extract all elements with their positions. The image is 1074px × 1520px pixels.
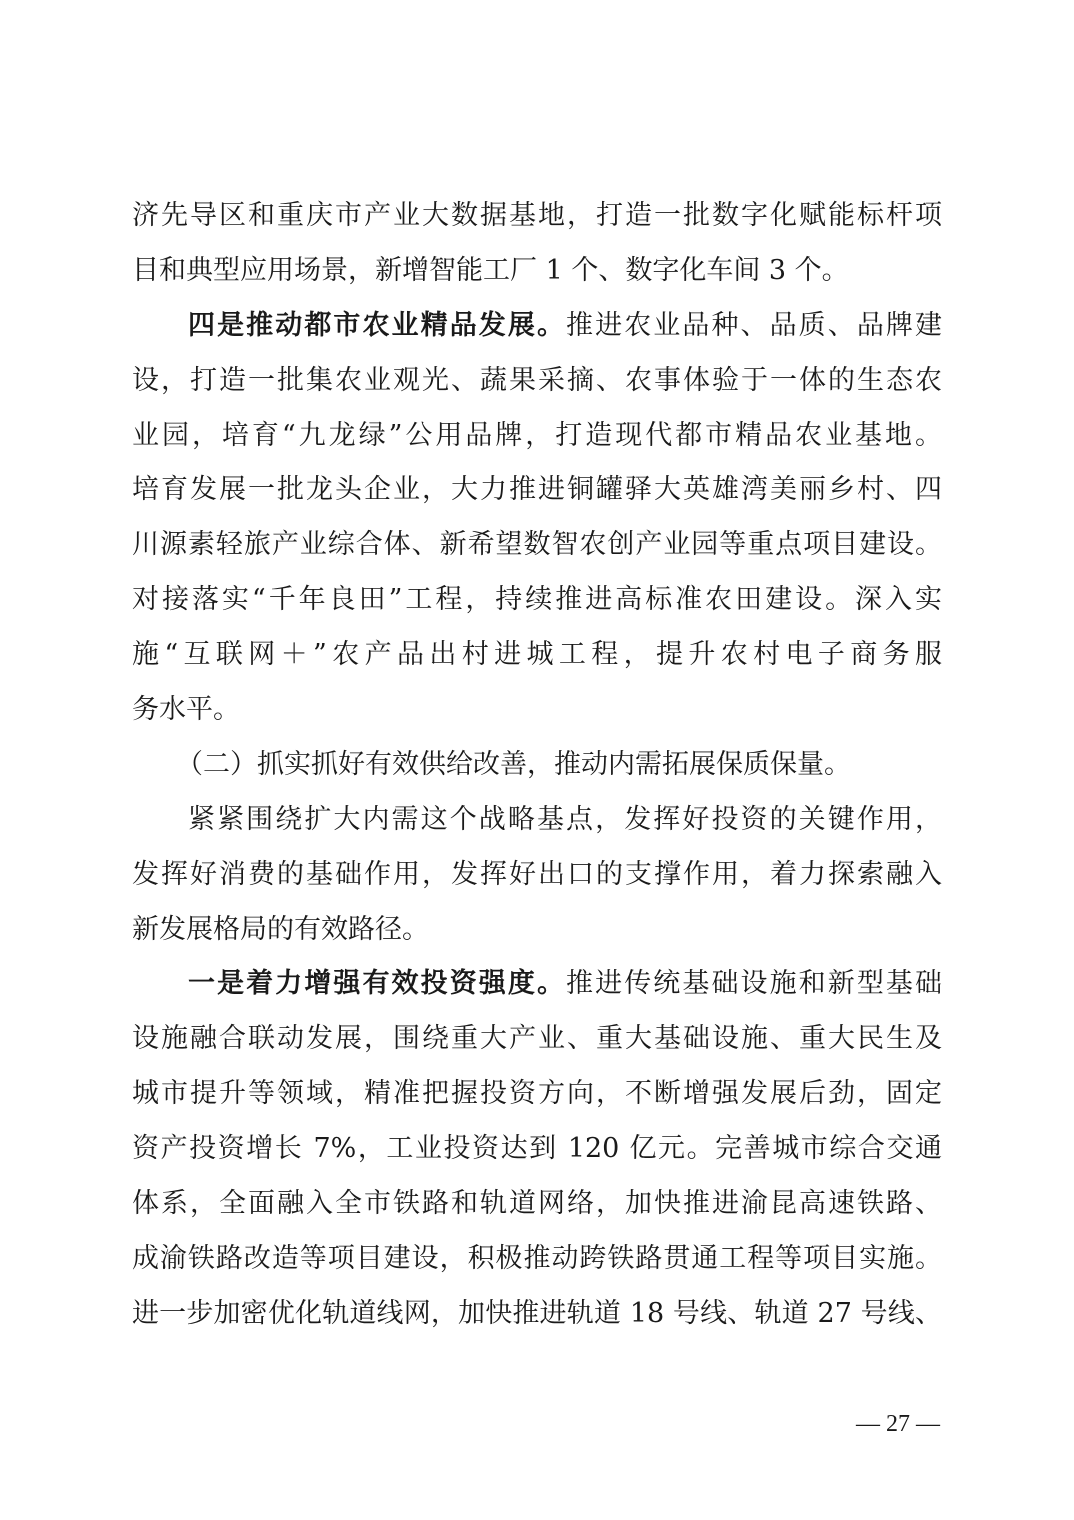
text-run: 推进农业品种、品质、品牌建 — [566, 309, 942, 341]
text-line: 目和典型应用场景，新增智能工厂 1 个、数字化车间 3 个。 — [132, 254, 849, 286]
text-line: 济先导区和重庆市产业大数据基地，打造一批数字化赋能标杆项 — [132, 200, 942, 231]
text-line: 新发展格局的有效路径。 — [132, 913, 429, 945]
text-line: 施“互联网＋”农产品出村进城工程，提升农村电子商务服 — [132, 639, 942, 671]
document-body — [132, 189, 942, 1342]
text-line: 成渝铁路改造等项目建设，积极推动跨铁路贯通工程等项目实施。 — [132, 1242, 942, 1274]
text-line: 资产投资增长 7%，工业投资达到 120 亿元。完善城市综合交通 — [132, 1133, 942, 1165]
text-line: 发挥好消费的基础作用，发挥好出口的支撑作用，着力探索融入 — [132, 858, 942, 890]
paragraph-first-line — [132, 299, 942, 354]
text-line: 体系，全面融入全市铁路和轨道网络，加快推进渝昆高速铁路、 — [132, 1188, 942, 1220]
text-line: 进一步加密优化轨道线网，加快推进轨道 18 号线、轨道 27 号线、 — [132, 1297, 942, 1329]
text-run: 推进传统基础设施和新型基础 — [566, 968, 942, 1000]
paragraph-heading: 一是着力增强有效投资强度。 — [188, 968, 567, 1000]
text-line: 川源素轻旅产业综合体、新希望数智农创产业园等重点项目建设。 — [132, 529, 942, 561]
text-line: 培育发展一批龙头企业，大力推进铜罐驿大英雄湾美丽乡村、四 — [132, 474, 942, 506]
text-line: 城市提升等领域，精准把握投资方向，不断增强发展后劲，固定 — [132, 1078, 942, 1110]
text-line: 务水平。 — [132, 694, 240, 726]
text-line: 设施融合联动发展，围绕重大产业、重大基础设施、重大民生及 — [132, 1023, 942, 1055]
page-number: — 27 — — [856, 1411, 940, 1437]
section-title: （二）抓实抓好有效供给改善，推动内需拓展保质保量。 — [176, 748, 851, 780]
text-line: 对接落实“千年良田”工程，持续推进高标准农田建设。深入实 — [132, 584, 942, 616]
paragraph-first-line: 紧紧围绕扩大内需这个战略基点，发挥好投资的关键作用， — [188, 803, 942, 835]
text-line: 设，打造一批集农业观光、蔬果采摘、农事体验于一体的生态农 — [132, 364, 942, 396]
paragraph-heading: 四是推动都市农业精品发展。 — [188, 309, 567, 341]
paragraph-first-line — [132, 957, 942, 1012]
text-line: 业园，培育“九龙绿”公用品牌，打造现代都市精品农业基地。 — [132, 419, 942, 451]
